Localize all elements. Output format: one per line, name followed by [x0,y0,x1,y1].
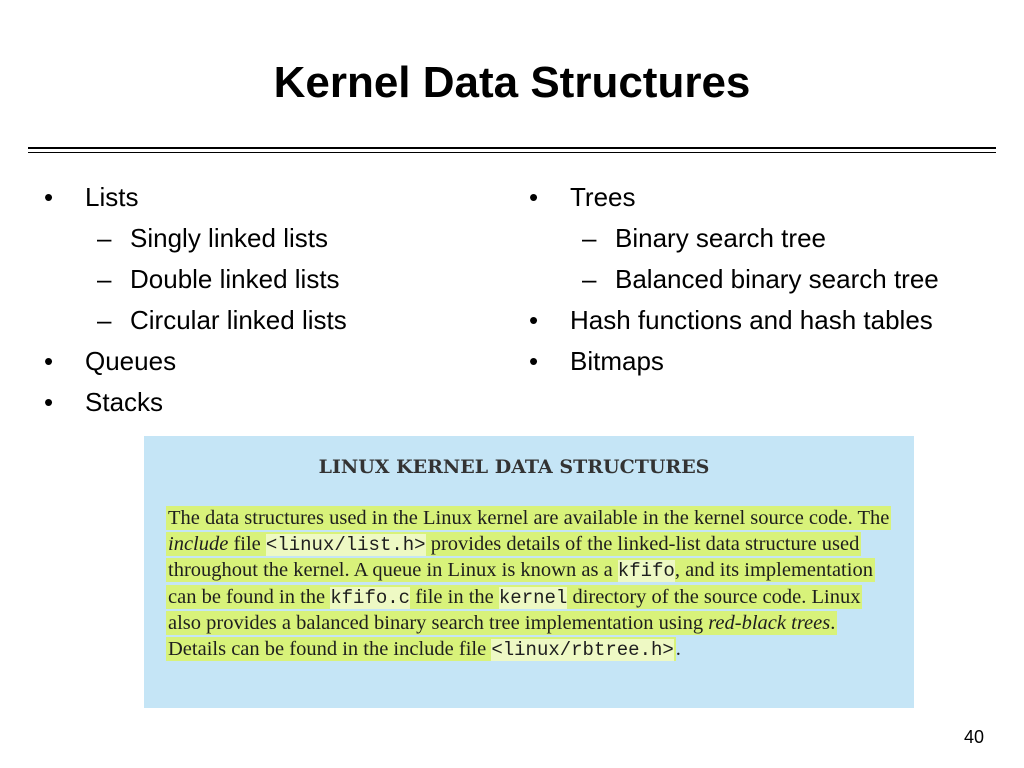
list-item [40,341,510,382]
list-item-label: Hash functions and hash tables [570,305,933,335]
list-item [525,259,1005,300]
list-item-label: Singly linked lists [130,223,328,253]
list-item-label: Bitmaps [570,346,664,376]
list-item [525,341,1005,382]
list-item [525,177,1005,218]
excerpt-code: kernel [498,586,568,609]
list-item-label: Queues [85,346,177,376]
dash-marker: – [582,264,597,294]
list-item [525,300,1005,341]
list-item [525,218,1005,259]
list-item [40,177,510,218]
excerpt-text: , and its implementation can be found in the [168,559,873,608]
list-item [40,218,510,259]
dash-marker: – [582,223,597,253]
title-rule-thin [28,152,996,153]
excerpt-text: provides details of the linked-list data structure used throughout the kernel. A queue in Linux is known as a [168,532,860,582]
list-item-label: Stacks [85,387,164,417]
excerpt-text: . Details can be found in the include file [168,612,836,660]
excerpt-text: file [228,532,266,555]
left-bullet-list [40,177,510,423]
list-item [40,300,510,341]
excerpt-text: file in the [410,585,499,608]
dash-marker: – [97,223,112,253]
right-bullet-list [525,177,1005,382]
excerpt-italic-text: red-black trees [708,612,831,635]
excerpt-code: kfifo.c [330,586,411,609]
bullet-marker: • [529,182,539,212]
excerpt-italic-text: include [168,532,229,555]
excerpt-code: <linux/rbtree.h> [491,638,674,661]
bullet-marker: • [529,305,539,335]
dash-marker: – [97,264,112,294]
excerpt-text: . [675,637,681,660]
excerpt-text: directory of the source code. Linux also provides a balanced binary search tree implementation using [168,585,861,635]
list-item [40,259,510,300]
excerpt-text: The data structures used in the Linux kernel are available in the kernel source code. The [168,507,890,529]
excerpt-box [144,436,914,708]
dash-marker: – [97,305,112,335]
list-item [40,382,510,423]
page-number: 40 [963,727,984,747]
excerpt-heading: LINUX KERNEL DATA STRUCTURES [318,456,710,478]
list-item-label: Binary search tree [615,223,826,253]
bullet-marker: • [44,182,54,212]
title-rule-thick [28,147,996,149]
highlighted-text [166,506,891,661]
excerpt-code: kfifo [617,560,675,583]
bullet-marker: • [44,346,54,376]
excerpt-code: <linux/list.h> [265,533,426,556]
bullet-marker: • [529,346,539,376]
list-item-label: Balanced binary search tree [615,264,939,294]
bullet-marker: • [44,387,54,417]
excerpt-paragraph [166,506,892,664]
list-item-label: Double linked lists [130,264,340,294]
slide-title: Kernel Data Structures [273,58,751,107]
list-item-label: Lists [85,182,139,212]
list-item-label: Trees [570,182,636,212]
list-item-label: Circular linked lists [130,305,347,335]
